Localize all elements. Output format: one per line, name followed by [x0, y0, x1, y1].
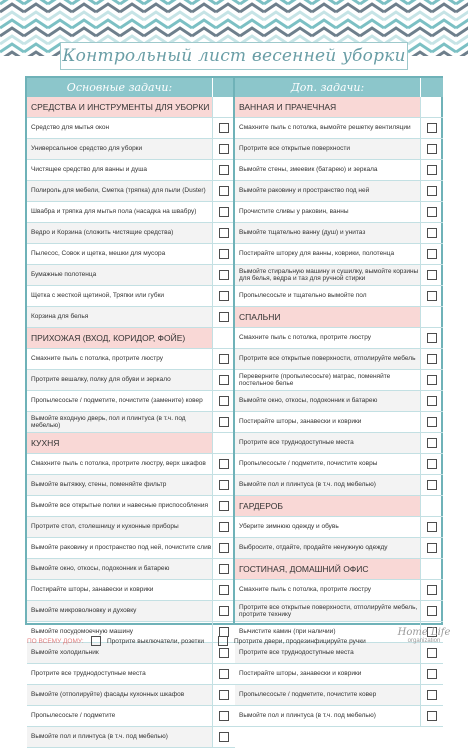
checklist-row	[235, 349, 443, 370]
checkbox[interactable]	[219, 669, 229, 679]
checklist-row	[27, 727, 235, 748]
checklist-row	[235, 244, 443, 265]
checklist-row	[235, 433, 443, 454]
checklist-row	[27, 349, 235, 370]
task-label: Пропылесосьте / подметите, почистите ковры	[239, 460, 378, 468]
checklist-row	[235, 412, 443, 433]
checkbox[interactable]	[427, 228, 437, 238]
task-label: Чистящее средство для ванны и душа	[31, 166, 148, 174]
task-label: Вымойте холодильник	[27, 643, 212, 663]
checkbox[interactable]	[427, 417, 437, 427]
checklist-row	[27, 475, 235, 496]
checkbox[interactable]	[427, 270, 437, 280]
task-label: Постирайте шторы, занавески и коврики	[239, 418, 362, 426]
main-tasks-header	[27, 78, 235, 97]
checkbox[interactable]	[219, 501, 229, 511]
task-label: Смахните пыль с потолка, протрите люстру, верх шкафов	[31, 460, 206, 468]
task-label: Выбросите, отдайте, продайте ненужную одежду	[235, 538, 420, 558]
footer-task: Протрите выключатели, розетки	[107, 637, 204, 645]
section-header	[27, 97, 235, 118]
checkbox[interactable]	[427, 186, 437, 196]
section-title: КУХНЯ	[27, 433, 212, 453]
task-label: Постирайте шторку для ванны, коврики, полотенца	[239, 250, 395, 258]
checklist-row	[27, 139, 235, 160]
checkbox[interactable]	[427, 333, 437, 343]
checkbox[interactable]	[219, 585, 229, 595]
checklist-row	[27, 181, 235, 202]
checklist-row	[235, 181, 443, 202]
checkbox[interactable]	[219, 522, 229, 532]
checkbox[interactable]	[219, 732, 229, 742]
title-banner	[60, 42, 408, 70]
task-label: Вымойте раковину и пространство под ней	[235, 181, 420, 201]
task-label: Пропылесосьте / подметите, почистите ковер	[235, 685, 420, 705]
whole-house-footer	[25, 629, 445, 653]
task-label: Вымойте окно, откосы, подоконник и батарею	[235, 391, 420, 411]
checklist-row	[27, 706, 235, 727]
checklist-row	[235, 538, 443, 559]
section-header	[235, 559, 443, 580]
checkbox[interactable]	[219, 123, 229, 133]
task-label: Переверните (пропылесосьте) матрас, поменяйте постельное белье	[239, 372, 391, 387]
checkbox[interactable]	[427, 606, 437, 616]
task-label: Швабра и тряпка для мытья пола (насадка на швабру)	[31, 208, 197, 216]
checklist-row	[27, 454, 235, 475]
checklist-row	[27, 412, 235, 433]
task-label: Протрите стол, столешницу и кухонные приборы	[27, 517, 212, 537]
checkbox[interactable]	[427, 375, 437, 385]
checklist-row	[235, 475, 443, 496]
section-title: СРЕДСТВА И ИНСТРУМЕНТЫ ДЛЯ УБОРКИ	[27, 97, 212, 117]
checklist-row	[27, 370, 235, 391]
task-label: Пылесос, Совок и щетка, мешки для мусора	[31, 250, 166, 258]
section-title: ГАРДЕРОБ	[235, 496, 420, 516]
task-label: Смахните пыль с потолка, протрите люстру	[31, 355, 164, 363]
checklist-row	[27, 223, 235, 244]
checkbox[interactable]	[219, 186, 229, 196]
task-label: Вымойте стиральную машину и сушилку, вымойте корзины для белья, ведра и таз для ручной стирки	[235, 265, 420, 285]
checkbox[interactable]	[427, 543, 437, 553]
task-label: Протрите все открытые поверхности	[235, 139, 420, 159]
checklist-row	[27, 265, 235, 286]
task-label: Бумажные полотенца	[27, 265, 212, 285]
checklist-row	[235, 118, 443, 139]
checklist-row	[27, 244, 235, 265]
checkbox[interactable]	[427, 711, 437, 721]
checkbox[interactable]	[219, 228, 229, 238]
task-label: Протрите все труднодоступные места	[31, 670, 146, 678]
task-label: Вымойте микроволновку и духовку	[27, 601, 212, 621]
task-label: Щетка с жесткой щетиной, Тряпки или губки	[31, 292, 165, 300]
task-label: Протрите все открытые поверхности, отполируйте мебель, протрите технику	[235, 601, 420, 621]
checklist-row	[27, 601, 235, 622]
checkbox[interactable]	[219, 144, 229, 154]
checklist-row	[235, 664, 443, 685]
task-label: Вымойте входную дверь, пол и плинтуса (в т.ч. под мебелью)	[27, 412, 212, 432]
extra-tasks-header	[235, 78, 443, 97]
checklist-row	[27, 685, 235, 706]
checklist-row	[235, 223, 443, 244]
checklist-row	[235, 202, 443, 223]
task-label: Пропылесосьте / подметите, почистите (замените) ковер	[31, 397, 203, 405]
checkbox[interactable]	[219, 564, 229, 574]
task-label: Полироль для мебели, Сметка (тряпка) для пыли (Duster)	[27, 181, 212, 201]
checkbox[interactable]	[219, 249, 229, 259]
checklist-row	[235, 580, 443, 601]
section-title: ГОСТИНАЯ, ДОМАШНИЙ ОФИС	[235, 559, 420, 579]
task-label: Вымойте все открытые полки и навесные приспособления	[31, 502, 209, 510]
checkbox[interactable]	[427, 438, 437, 448]
checkbox[interactable]	[427, 249, 437, 259]
checklist-row	[27, 118, 235, 139]
column-divider	[233, 78, 235, 624]
checkbox[interactable]	[219, 270, 229, 280]
task-label: Пропылесосьте и тщательно вымойте пол	[239, 292, 367, 300]
task-label: Смахните пыль с потолка, протрите люстру	[239, 586, 372, 594]
checklist-row	[27, 160, 235, 181]
task-label: Протрите все открытые поверхности, отполируйте мебель	[235, 349, 420, 369]
extra-tasks-header-label: Доп. задачи:	[290, 81, 365, 94]
task-label: Вымойте пол и плинтуса (в т.ч. под мебелью)	[239, 712, 376, 720]
checklist-row	[27, 580, 235, 601]
section-header	[27, 433, 235, 454]
task-label: Вымойте посудомоечную машину	[31, 628, 134, 636]
checkbox[interactable]	[427, 354, 437, 364]
section-header	[235, 97, 443, 118]
task-label: Пропылесосьте / подметите	[31, 712, 116, 720]
checkbox[interactable]	[427, 396, 437, 406]
task-label: Прочистите сливы у раковин, ванны	[239, 208, 349, 216]
task-label: Универсальное средство для уборки	[27, 139, 212, 159]
task-label: Постирайте шторы, занавески и коврики	[239, 670, 362, 678]
checkbox[interactable]	[427, 669, 437, 679]
checklist-row	[235, 517, 443, 538]
checklist-row	[27, 559, 235, 580]
main-tasks-header-label: Основные задачи:	[66, 81, 173, 94]
checkbox[interactable]	[218, 636, 228, 646]
task-label: Корзина для белья	[27, 307, 212, 327]
checkbox[interactable]	[219, 207, 229, 217]
task-label: Вымойте вытяжку, стены, поменяйте фильтр	[27, 475, 212, 495]
task-label: Протрите все труднодоступные места	[235, 643, 420, 663]
checklist-row	[27, 496, 235, 517]
checkbox[interactable]	[427, 207, 437, 217]
checkbox[interactable]	[219, 690, 229, 700]
task-label: Вымойте пол и плинтуса (в т.ч. под мебелью)	[27, 727, 212, 747]
checkbox[interactable]	[427, 144, 437, 154]
task-label: Смахните пыль с потолка, вымойте решетку вентиляции	[239, 124, 411, 132]
checkbox[interactable]	[219, 606, 229, 616]
task-label: Протрите вешалку, полку для обуви и зеркало	[27, 370, 212, 390]
checkbox[interactable]	[219, 480, 229, 490]
checkbox[interactable]	[219, 711, 229, 721]
checkbox[interactable]	[219, 165, 229, 175]
checkbox[interactable]	[427, 459, 437, 469]
task-label: Средство для мытья окон	[31, 124, 110, 132]
checklist-row	[27, 391, 235, 412]
checkbox[interactable]	[427, 480, 437, 490]
checkbox[interactable]	[219, 396, 229, 406]
task-label: Вымойте раковину и пространство под ней, почистите слив	[31, 544, 212, 552]
checklist-row	[235, 454, 443, 475]
checklist-row	[235, 328, 443, 349]
checkbox[interactable]	[91, 636, 101, 646]
page-title: Контрольный лист весенней уборки	[62, 46, 406, 66]
checkbox[interactable]	[427, 291, 437, 301]
checkbox[interactable]	[219, 543, 229, 553]
checklist-row	[235, 139, 443, 160]
checklist-row	[27, 202, 235, 223]
section-title: ПРИХОЖАЯ (ВХОД, КОРИДОР, ФОЙЕ)	[27, 328, 212, 348]
section-header	[235, 307, 443, 328]
checklist-row	[235, 685, 443, 706]
checkbox[interactable]	[219, 375, 229, 385]
checkbox[interactable]	[219, 291, 229, 301]
checkbox[interactable]	[219, 459, 229, 469]
whole-house-label: ПО ВСЕМУ ДОМУ:	[27, 637, 84, 645]
task-label: Вычистите камин (при наличии)	[239, 628, 336, 636]
task-label: Вымойте пол и плинтуса (в т.ч. под мебелью)	[235, 475, 420, 495]
checklist-row	[235, 160, 443, 181]
logo-line-2: organization	[407, 638, 441, 644]
checklist-row	[27, 307, 235, 328]
checkbox[interactable]	[427, 165, 437, 175]
checkbox[interactable]	[427, 522, 437, 532]
checklist-row	[27, 286, 235, 307]
checklist-row	[235, 265, 443, 286]
checkbox[interactable]	[427, 585, 437, 595]
task-label: Ведро и Корзина (сложить чистящие средства)	[27, 223, 212, 243]
checkbox[interactable]	[219, 354, 229, 364]
checkbox[interactable]	[427, 123, 437, 133]
checklist-row	[27, 517, 235, 538]
checkbox[interactable]	[427, 690, 437, 700]
task-label: Вымойте (отполируйте) фасады кухонных шкафов	[27, 685, 212, 705]
checklist-row	[27, 538, 235, 559]
checklist-row	[235, 706, 443, 727]
section-header	[27, 328, 235, 349]
task-label: Уберите зимнюю одежду и обувь	[239, 523, 339, 531]
task-label: Вымойте стены, змеевик (батарею) и зеркала	[239, 166, 378, 174]
section-title: СПАЛЬНИ	[235, 307, 420, 327]
task-label: Протрите все труднодоступные места	[235, 433, 420, 453]
checklist-row	[235, 286, 443, 307]
checklist-row	[235, 370, 443, 391]
task-label: Вымойте окно, откосы, подоконник и батарею	[27, 559, 212, 579]
home-life-logo	[394, 627, 454, 657]
checklist-row	[27, 664, 235, 685]
section-title: ВАННАЯ И ПРАЧЕЧНАЯ	[235, 97, 420, 117]
task-label: Вымойте тщательно ванну (душ) и унитаз	[235, 223, 420, 243]
task-label: Смахните пыль с потолка, протрите люстру	[239, 334, 372, 342]
checkbox[interactable]	[219, 312, 229, 322]
checklist-row	[235, 391, 443, 412]
checklist-row	[235, 601, 443, 622]
logo-line-1: Home Life	[397, 627, 451, 638]
section-header	[235, 496, 443, 517]
checkbox[interactable]	[219, 417, 229, 427]
footer-task: Протрите двери, продезинфицируйте ручки	[234, 637, 366, 645]
task-label: Постирайте шторы, занавески и коврики	[31, 586, 154, 594]
